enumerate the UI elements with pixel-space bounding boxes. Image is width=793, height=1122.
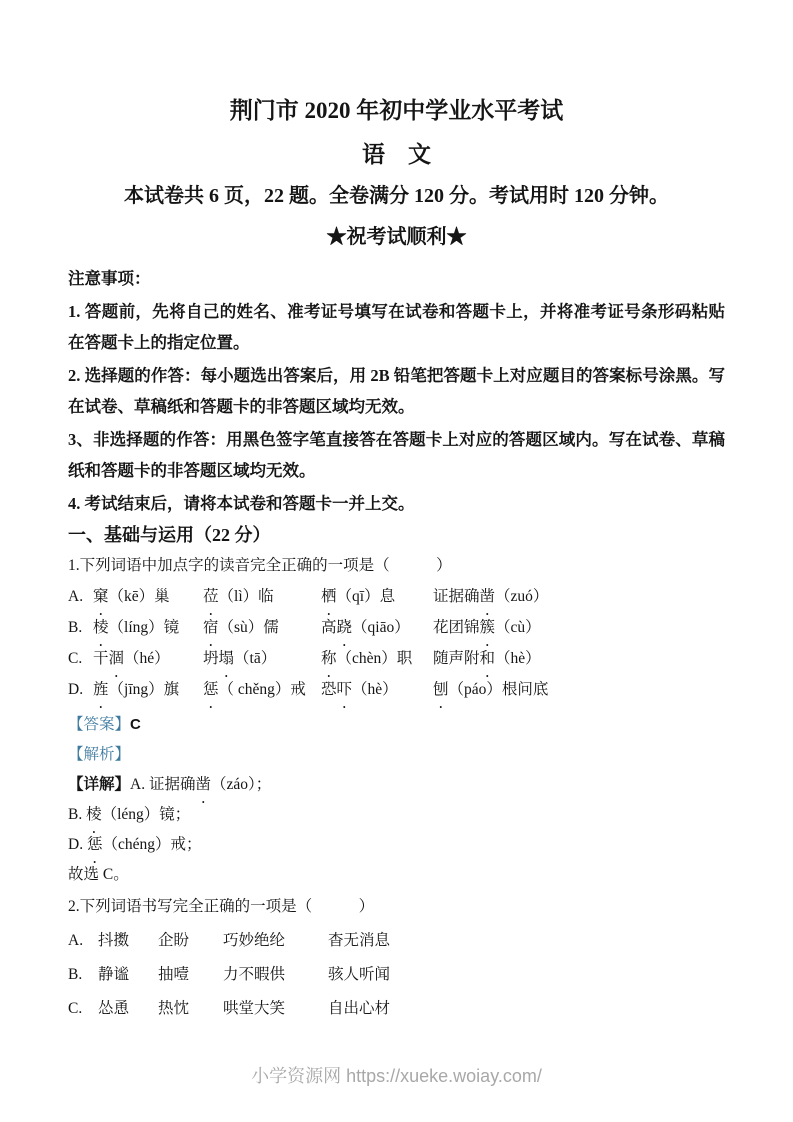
option-text: 宿（sù）儒 <box>203 619 279 636</box>
option-text: 旌（jīng）旗 <box>93 681 180 698</box>
option-text: 骇人听闻 <box>328 966 391 983</box>
subject-title: 语 文 <box>362 142 431 167</box>
option-label: D. <box>68 681 84 698</box>
q1-option-row-a <box>68 582 725 612</box>
detail-text: 故选 C。 <box>68 866 129 883</box>
answer-label: 【答案】 <box>68 716 131 733</box>
q2-option-row-a <box>68 925 725 956</box>
option-text: 莅（lì）临 <box>203 588 274 605</box>
option-text: 哄堂大笑 <box>223 1000 286 1017</box>
option-text: 自出心材 <box>328 1000 391 1017</box>
option-text: 抽噎 <box>158 966 190 983</box>
option-text: 杳无消息 <box>328 932 391 949</box>
option-text: 热忱 <box>158 1000 190 1017</box>
option-text: 静谧 <box>98 966 130 983</box>
q2-option-row-b <box>68 959 725 990</box>
q1-analysis-line <box>68 740 725 770</box>
notice-item-2: 2. 选择题的作答：每小题选出答案后，用 2B 铅笔把答题卡上对应题目的答案标号涂黑。写在试卷、草稿纸和答题卡的非答题区域均无效。 <box>68 366 725 416</box>
option-text: 恐吓（hè） <box>321 681 398 698</box>
option-text: 巧妙绝纶 <box>223 932 286 949</box>
q1-conclusion-line <box>68 860 725 890</box>
q1-option-row-d <box>68 675 725 705</box>
option-label: C. <box>68 1000 83 1017</box>
page-title: 荆门市 2020 年初中学业水平考试 <box>229 98 564 123</box>
notice-item-4: 4. 考试结束后，请将本试卷和答题卡一并上交。 <box>68 494 415 513</box>
option-text: 花团锦簇（cù） <box>433 619 541 636</box>
footer-link[interactable]: 小学资源网 https://xueke.woiay.com/ <box>251 1066 542 1086</box>
q1-detail-line-3 <box>68 830 725 860</box>
answer-value: C <box>130 716 141 733</box>
option-label: B. <box>68 619 83 636</box>
option-text: 证据确凿（zuó） <box>433 588 549 605</box>
option-label: C. <box>68 650 83 667</box>
option-text: 企盼 <box>158 932 190 949</box>
option-text: 力不暇供 <box>223 966 286 983</box>
option-text: 坍塌（tā） <box>203 650 277 667</box>
q1-answer-line <box>68 710 725 740</box>
section-heading: 一、基础与运用（22 分） <box>68 525 271 545</box>
exam-info-line: 本试卷共 6 页，22 题。全卷满分 120 分。考试用时 120 分钟。 <box>124 185 669 207</box>
q1-option-row-b <box>68 613 725 643</box>
option-text: 干涸（hé） <box>93 650 170 667</box>
notices-block <box>68 264 725 519</box>
detail-text: D. 惩（chéng）戒； <box>68 836 202 853</box>
option-label: A. <box>68 932 84 949</box>
option-text: 随声附和（hè） <box>433 650 541 667</box>
option-text: 惩（ chěng）戒 <box>203 681 306 698</box>
notice-item-3: 3、非选择题的作答：用黑色签字笔直接答在答题卡上对应的答题区域内。写在试卷、草稿纸和答题卡的非答题区域均无效。 <box>68 430 725 480</box>
option-text: 怂恿 <box>98 1000 130 1017</box>
option-text: 高跷（qiāo） <box>321 619 410 636</box>
document-content <box>0 97 793 1024</box>
option-text: 称（chèn）职 <box>321 650 413 667</box>
option-text: 棱（líng）镜 <box>93 619 180 636</box>
question-1-stem: 1.下列词语中加点字的读音完全正确的一项是（ ） <box>68 557 452 574</box>
option-text: 抖擞 <box>98 932 130 949</box>
option-text: 窠（kē）巢 <box>93 588 170 605</box>
question-2-stem: 2.下列词语书写完全正确的一项是（ ） <box>68 898 375 915</box>
option-label: A. <box>68 588 84 605</box>
footer <box>0 1062 793 1088</box>
option-label: B. <box>68 966 83 983</box>
detail-text: A. 证据确凿（záo）； <box>130 776 272 793</box>
analysis-label: 【解析】 <box>68 746 131 763</box>
option-text: 栖（qī）息 <box>321 588 396 605</box>
detail-label: 【详解】 <box>68 776 131 793</box>
notice-item-1: 1. 答题前，先将自己的姓名、准考证号填写在试卷和答题卡上，并将准考证号条形码粘贴在答题卡上的指定位置。 <box>68 302 725 352</box>
exam-wish-line: ★祝考试顺利★ <box>326 226 467 248</box>
notices-heading: 注意事项： <box>68 269 151 288</box>
option-text: 刨（páo）根问底 <box>433 681 549 698</box>
q2-option-row-c <box>68 993 725 1024</box>
detail-text: B. 棱（léng）镜； <box>68 806 191 823</box>
q1-option-row-c <box>68 644 725 674</box>
q1-detail-line-2 <box>68 800 725 830</box>
q1-detail-line-1 <box>68 770 725 800</box>
